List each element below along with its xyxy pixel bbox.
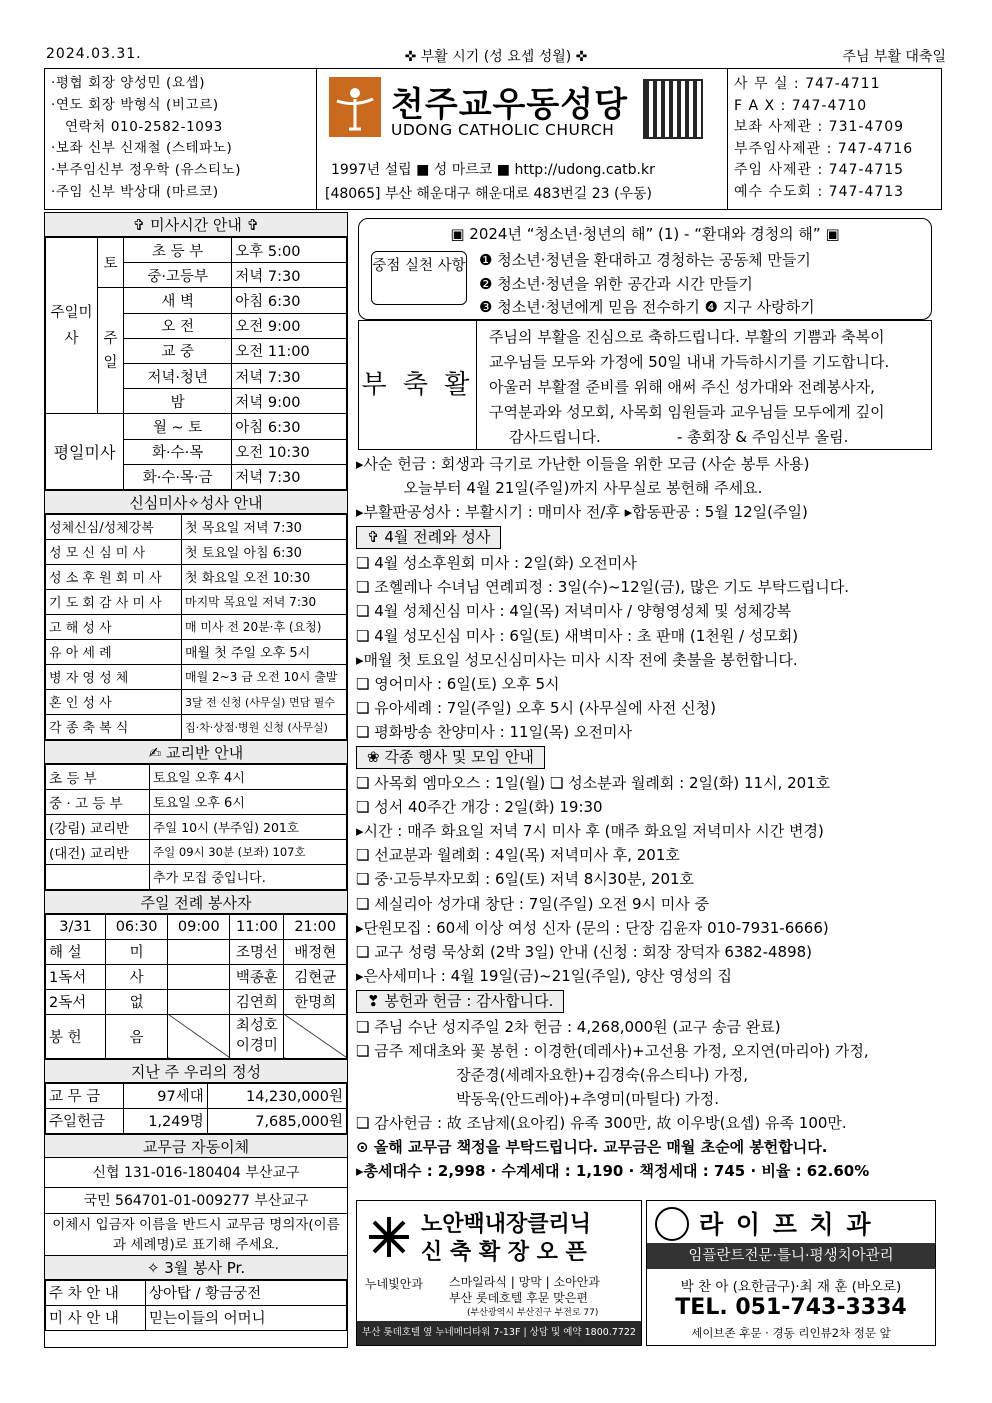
servers-table xyxy=(45,914,347,1059)
server xyxy=(168,989,230,1014)
mass-name: 오 전 xyxy=(124,313,232,338)
leader: ·평협 회장 양성민 (요셉) xyxy=(51,75,206,91)
mass-name: 중·고등부 xyxy=(124,263,232,288)
notice-line: ▸은사세미나 : 4월 19일(금)~21일(주일), 양산 영성의 집 xyxy=(356,966,732,985)
service-table xyxy=(45,1280,347,1331)
mass-time: 오전 11:00 xyxy=(232,338,347,363)
mass-time: 아침 6:30 xyxy=(232,414,347,439)
special-name: 성 모 신 심 미 사 xyxy=(46,539,182,564)
special-name: 성 소 후 원 회 미 사 xyxy=(46,564,182,589)
mass-time: 아침 6:30 xyxy=(232,288,347,313)
special-time: 첫 화요일 오전 10:30 xyxy=(182,564,347,589)
notice-line: ❏ 유아세례 : 7일(주일) 오후 5시 (사무실에 사전 신청) xyxy=(356,698,716,717)
catechism-table xyxy=(45,764,347,890)
ad-footer: 부산 롯데호텔 옆 누네메디타워 7-13F | 상담 및 예약 1800.7722 xyxy=(357,1321,641,1345)
server xyxy=(168,964,230,989)
phone-list xyxy=(727,69,941,209)
goal-label: 중점 실천 사항 xyxy=(371,251,467,305)
mass-time: 오후 5:00 xyxy=(232,238,347,263)
ad-sub: 스마일라식 | 망막 | 소아안과 xyxy=(449,1275,600,1289)
special-time: 매월 2~3 금 오전 10시 출발 xyxy=(182,664,347,689)
servers-time: 06:30 xyxy=(106,914,168,939)
goal-title: ▣ 2024년 “청소년·청년의 해” (1) - “환대와 경청의 해” ▣ xyxy=(450,225,840,243)
mass-name: 밤 xyxy=(124,389,232,414)
role: 1독서 xyxy=(46,964,106,989)
notice-line: ⊙ 올해 교무금 책정을 부탁드립니다. 교무금은 매월 초순에 봉헌합니다. xyxy=(356,1138,828,1157)
special-time: 첫 토요일 아침 6:30 xyxy=(182,539,347,564)
issue-date: 2024.03.31. xyxy=(46,46,142,62)
offering-title: 지난 주 우리의 정성 xyxy=(45,1059,347,1083)
leader: ·주임 신부 박상대 (마르코) xyxy=(51,183,219,200)
dental-ad[interactable] xyxy=(646,1200,936,1346)
ad-title: 노안백내장클리닉 xyxy=(421,1212,592,1237)
notice-line: ❏ 주님 수난 성지주일 2차 헌금 : 4,268,000원 (교구 송금 완료) xyxy=(356,1017,781,1036)
leaders-list xyxy=(45,69,317,209)
eye-clinic-ad[interactable] xyxy=(356,1200,642,1346)
church-name-en: UDONG CATHOLIC CHURCH xyxy=(391,121,615,139)
mass-name: 화·수·목·금 xyxy=(124,464,232,489)
server: 음 xyxy=(106,1014,168,1058)
notices xyxy=(356,452,942,1184)
server: 없 xyxy=(106,989,168,1014)
special-time: 매 미사 전 20분·후 (요청) xyxy=(182,614,347,639)
offering-amount: 7,685,000원 xyxy=(207,1108,346,1133)
mass-time: 저녁 9:00 xyxy=(232,389,347,414)
offering-amount: 14,230,000원 xyxy=(207,1083,346,1108)
notice-line: ❏ 중·고등부자모회 : 6일(토) 저녁 8시30분, 201호 xyxy=(356,870,695,889)
notice-line: ❏ 세실리아 성가대 창단 : 7일(주일) 오전 9시 미사 중 xyxy=(356,894,710,913)
notice-line: ❏ 평화방송 찬양미사 : 11일(목) 오전미사 xyxy=(356,722,632,741)
notice-line: ▸사순 헌금 : 회생과 극기로 가난한 이들을 위한 모금 (사순 봉투 사용) xyxy=(356,455,810,473)
section-tag: ✞ 4월 전례와 성사 xyxy=(356,526,501,549)
header xyxy=(44,68,942,210)
season-title: ✜ 부활 시기 (성 요셉 성월) ✜ xyxy=(404,49,588,65)
special-name: 병 자 영 성 체 xyxy=(46,664,182,689)
special-time: 첫 목요일 저녁 7:30 xyxy=(182,514,347,539)
server: 최성호 이경미 xyxy=(230,1014,284,1058)
mass-time: 오전 9:00 xyxy=(232,313,347,338)
server: 사 xyxy=(106,964,168,989)
servers-time: 21:00 xyxy=(284,914,347,939)
role: 2독서 xyxy=(46,989,106,1014)
mass-name: 저녁·청년 xyxy=(124,363,232,388)
phone: 주임 사제관 : 747-4715 xyxy=(734,162,905,178)
role: 봉 헌 xyxy=(46,1014,106,1058)
notice-line: 박동욱(안드레아)+추영미(마틸다) 가정. xyxy=(356,1090,719,1109)
special-time: 마지막 목요일 저녁 7:30 xyxy=(182,589,347,614)
class-note: 추가 모집 중입니다. xyxy=(150,864,347,889)
notice-line: ❏ 선교분과 월례회 : 4일(목) 저녁미사 후, 201호 xyxy=(356,846,680,865)
church-banner xyxy=(317,69,727,209)
greeting-line: 구역분과와 성모회, 사목회 임원들과 교우님들 모두에게 깊이 xyxy=(489,403,885,421)
special-time: 매월 첫 주일 오후 5시 xyxy=(182,639,347,664)
offering-table xyxy=(45,1083,347,1134)
service-group: 상아탑 / 황금궁전 xyxy=(146,1280,347,1305)
special-name: 기 도 회 감 사 미 사 xyxy=(46,589,182,614)
weekday-label: 평일미사 xyxy=(46,414,124,490)
notice-line: ▸단원모집 : 60세 이상 여성 신자 (문의 : 단장 김윤자 010-7931-6666) xyxy=(356,918,829,937)
goal-item: ❷ 청소년·청년을 위한 공간과 시간 만들기 xyxy=(479,274,753,293)
server: 미 xyxy=(106,939,168,964)
offering-count: 1,249명 xyxy=(124,1108,208,1133)
qr-code-icon[interactable] xyxy=(643,79,703,139)
server: 김연희 xyxy=(230,989,284,1014)
server xyxy=(168,939,230,964)
class-name: (대건) 교리반 xyxy=(46,839,150,864)
special-time: 3달 전 신청 (사무실) 면담 필수 xyxy=(182,689,347,714)
special-title: 신심미사✧성사 안내 xyxy=(45,490,347,514)
server: 김현균 xyxy=(284,964,347,989)
transfer-note: 이체시 입금자 이름을 반드시 교무금 명의자(이름과 세례명)로 표기해 주세요. xyxy=(45,1214,347,1256)
mass-name: 교 중 xyxy=(124,338,232,363)
ad-title: 라 이 프 치 과 xyxy=(699,1210,873,1239)
role: 해 설 xyxy=(46,939,106,964)
sat-label: 토 xyxy=(98,238,124,288)
notice-line: ▸부활판공성사 : 부활시기 : 매미사 전/후 ▸합동판공 : 5월 12일(주일) xyxy=(356,503,808,522)
server xyxy=(168,1014,230,1058)
sunday-label: 주일미사 xyxy=(46,238,98,414)
phone: F A X : 747-4710 xyxy=(734,97,868,114)
class-name: (강림) 교리반 xyxy=(46,814,150,839)
top-line xyxy=(46,44,946,66)
account: 국민 564701-01-009277 부산교구 xyxy=(45,1188,347,1214)
right-column xyxy=(348,212,942,1348)
mass-name: 새 벽 xyxy=(124,288,232,313)
servers-time: 11:00 xyxy=(230,914,284,939)
service-title: ✧ 3월 봉사 Pr. xyxy=(45,1256,347,1280)
goal-box xyxy=(358,218,932,320)
goal-items xyxy=(479,249,815,320)
greeting-text xyxy=(489,325,889,450)
notice-line: ▸시간 : 매주 화요일 저녁 7시 미사 후 (매주 화요일 저녁미사 시간 변경) xyxy=(356,822,824,841)
greeting-line: 주님의 부활을 진심으로 축하드립니다. 부활의 기쁨과 축복이 xyxy=(489,328,885,346)
servers-title: 주일 전례 봉사자 xyxy=(45,890,347,914)
class-time: 토요일 오후 6시 xyxy=(150,789,347,814)
catechism-title: ✍ 교리반 안내 xyxy=(45,740,347,764)
server xyxy=(284,1014,347,1058)
mass-time: 저녁 7:30 xyxy=(232,263,347,288)
feast-title: 주님 부활 대축일 xyxy=(842,49,946,65)
servers-date: 3/31 xyxy=(46,914,106,939)
ad-footer: 세이브존 후문 · 경동 리인뷰2차 정문 앞 xyxy=(691,1326,891,1340)
offering-type: 교 무 금 xyxy=(46,1083,124,1108)
leader: ·보좌 신부 신재철 (스테파노) xyxy=(51,140,233,157)
special-name: 각 종 축 복 식 xyxy=(46,714,182,739)
leader: ·부주임신부 정우학 (유스티노) xyxy=(51,162,242,179)
server: 한명희 xyxy=(284,989,347,1014)
notice-line: ❏ 4월 성소후원회 미사 : 2일(화) 오전미사 xyxy=(356,554,637,573)
greeting-line: 교우님들 모두와 가정에 50일 내내 가득하시기를 기도합니다. xyxy=(489,353,890,371)
mass-name: 초 등 부 xyxy=(124,238,232,263)
greeting-line: 감사드립니다. - 총회장 & 주임신부 올림. xyxy=(509,428,849,446)
notice-line: ❏ 성서 40주간 개강 : 2일(화) 19:30 xyxy=(356,798,603,817)
notice-line: ▸총세대수 : 2,998 · 수계세대 : 1,190 · 책정세대 : 745 · 비율 : 62.60% xyxy=(356,1162,870,1181)
church-name: 천주교우동성당 xyxy=(391,85,628,125)
service-group: 믿는이들의 어머니 xyxy=(146,1305,347,1330)
offering-count: 97세대 xyxy=(124,1083,208,1108)
greeting-emblem: 부 축 활 xyxy=(359,321,477,449)
leader: ·연도 회장 박형식 (비고르) xyxy=(51,96,219,113)
clinic-logo-icon xyxy=(367,1215,411,1259)
phone: 부주임사제관 : 747-4716 xyxy=(734,140,914,157)
ad-sub: 임플란트전문·틀니·평생치아관리 xyxy=(647,1243,935,1269)
special-time: 집·차·상점·병원 신청 (사무실) xyxy=(182,714,347,739)
class-name: 중 · 고 등 부 xyxy=(46,789,150,814)
special-table xyxy=(45,514,347,740)
ad-title: 신 축 확 장 오 픈 xyxy=(421,1240,587,1265)
notice-line: ❏ 감사헌금 : 故 조남제(요아킴) 유족 300만, 故 이우방(요셉) 유족 100만. xyxy=(356,1114,847,1133)
ads xyxy=(348,1200,942,1348)
phone: 보좌 사제관 : 731-4709 xyxy=(734,119,905,135)
notice-line: ❏ 4월 성모신심 미사 : 6일(토) 새벽미사 : 초 판매 (1천원 / 성모회) xyxy=(356,626,799,645)
notice-line: ❏ 교구 성령 묵상회 (2박 3일) 안내 (신청 : 회장 장덕자 6382-4898) xyxy=(356,942,813,961)
notice-line: ❏ 4월 성체신심 미사 : 4일(목) 저녁미사 / 양형영성체 및 성체강복 xyxy=(356,602,792,621)
offering-type: 주일헌금 xyxy=(46,1108,124,1133)
greeting-box xyxy=(358,320,932,450)
class-name: 초 등 부 xyxy=(46,764,150,789)
mass-time: 오전 10:30 xyxy=(232,439,347,464)
special-name: 혼 인 성 사 xyxy=(46,689,182,714)
goal-item: ❸ 청소년·청년에게 믿음 전수하기 ❹ 지구 사랑하기 xyxy=(479,298,815,316)
notice-line: ❏ 조헬레나 수녀님 연례피정 : 3일(수)~12일(금), 많은 기도 부탁드립니다. xyxy=(356,578,850,597)
ad-doctors: 박 찬 아 (요한금구)·최 재 훈 (바오로) xyxy=(680,1279,902,1295)
notice-line: ❏ 금주 제대초와 꽃 봉헌 : 이경한(데레사)+고선용 가정, 오지연(마리아) 가정, xyxy=(356,1041,869,1060)
server: 배정현 xyxy=(284,939,347,964)
special-name: 성체신심/성체강복 xyxy=(46,514,182,539)
servers-time: 09:00 xyxy=(168,914,230,939)
transfer-title: 교무금 자동이체 xyxy=(45,1134,347,1158)
mass-table xyxy=(45,237,347,490)
notice-line: 오늘부터 4월 21일(주일)까지 사무실로 봉헌해 주세요. xyxy=(356,479,763,498)
notice-line: 장준경(세례자요한)+김경숙(유스티나) 가정, xyxy=(356,1066,748,1085)
goal-item: ❶ 청소년·청년을 환대하고 경청하는 공동체 만들기 xyxy=(479,251,811,269)
clinic-name: 누네빛안과 xyxy=(365,1277,423,1291)
ad-address: (부산광역시 부산진구 부전로 77) xyxy=(467,1308,599,1318)
mass-name: 월 ~ 토 xyxy=(124,414,232,439)
section-tag: ❀ 각종 행사 및 모임 안내 xyxy=(356,746,545,769)
service-name: 주 차 안 내 xyxy=(46,1280,146,1305)
notice-line: ▸매월 첫 토요일 성모신심미사는 미사 시작 전에 촛불을 봉헌합니다. xyxy=(356,650,798,669)
mass-time: 저녁 7:30 xyxy=(232,464,347,489)
server: 조명선 xyxy=(230,939,284,964)
class-time: 주일 10시 (부주임) 201호 xyxy=(150,814,347,839)
church-info: 1997년 설립 ■ 성 마르코 ■ http://udong.catb.kr xyxy=(331,162,655,178)
left-column xyxy=(44,212,348,1348)
ad-phone[interactable]: TEL. 051-743-3334 xyxy=(675,1295,907,1320)
sun-label: 주일 xyxy=(98,288,124,414)
mass-title: ✞ 미사시간 안내 ✞ xyxy=(45,213,347,237)
special-name: 유 아 세 례 xyxy=(46,639,182,664)
mass-time: 저녁 7:30 xyxy=(232,363,347,388)
server: 백종훈 xyxy=(230,964,284,989)
greeting-line: 아울러 부활절 준비를 위해 애써 주신 성가대와 전례봉사자, xyxy=(489,378,875,396)
dental-logo-icon xyxy=(655,1207,689,1241)
class-time: 토요일 오후 4시 xyxy=(150,764,347,789)
service-name: 미 사 안 내 xyxy=(46,1305,146,1330)
ad-sub: 부산 롯데호텔 후문 맞은편 xyxy=(449,1291,588,1305)
class-time: 주일 09시 30분 (보좌) 107호 xyxy=(150,839,347,864)
account: 신협 131-016-180404 부산교구 xyxy=(45,1158,347,1188)
leader: 연락처 010-2582-1093 xyxy=(65,118,223,135)
church-logo-icon xyxy=(329,77,381,137)
class-name xyxy=(46,864,150,889)
mass-name: 화·수·목 xyxy=(124,439,232,464)
church-address: [48065] 부산 해운대구 해운대로 483번길 23 (우동) xyxy=(325,186,652,202)
special-name: 고 해 성 사 xyxy=(46,614,182,639)
phone: 사 무 실 : 747-4711 xyxy=(734,76,881,92)
section-tag: ❣ 봉헌과 헌금 : 감사합니다. xyxy=(356,990,564,1013)
phone: 예수 수도회 : 747-4713 xyxy=(734,183,905,200)
notice-line: ❏ 영어미사 : 6일(토) 오후 5시 xyxy=(356,674,560,693)
notice-line: ❏ 사목회 엠마오스 : 1일(월) ❏ 성소분과 월례회 : 2일(화) 11시, 201호 xyxy=(356,774,831,793)
